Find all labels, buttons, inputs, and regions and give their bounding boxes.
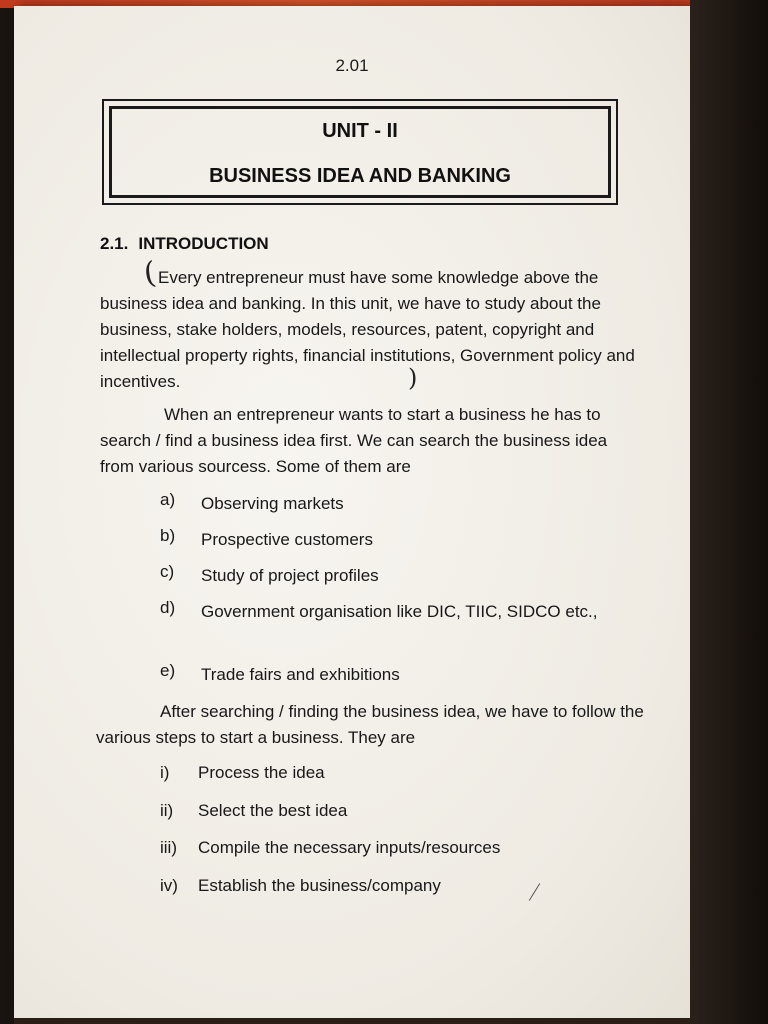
list-item: [160, 490, 641, 526]
list-item-text: Prospective customers: [201, 530, 373, 549]
handwritten-close-bracket: ): [408, 364, 418, 392]
search-paragraph: When an entrepreneur wants to start a business he has to search / find a business idea first. We can search the business idea from various sourcess. Some of them are: [100, 405, 608, 476]
list-marker: a): [160, 490, 176, 509]
unit-title-inner-border: [109, 106, 611, 198]
list-marker: iii): [160, 838, 177, 857]
list-item: [160, 763, 618, 801]
list-marker: ii): [160, 800, 174, 820]
list-item-text: Select the best idea: [198, 800, 348, 820]
list-marker: i): [160, 763, 170, 782]
list-item-text: Process the idea: [198, 763, 325, 782]
unit-title-box: [102, 99, 618, 205]
list-item: [160, 562, 641, 598]
unit-title: UNIT - II: [322, 120, 398, 142]
list-marker: c): [160, 562, 175, 581]
list-item: [160, 661, 641, 697]
section-number: 2.1.: [100, 234, 129, 253]
page-number: 2.01: [335, 56, 369, 75]
list-item-text: Establish the business/company: [198, 875, 441, 895]
list-marker: d): [160, 598, 176, 617]
list-marker: iv): [160, 875, 178, 895]
scan-edge-bottom: [14, 1018, 690, 1024]
list-item-text: Government organisation like DIC, TIIC, SIDCO etc.,: [201, 602, 598, 621]
list-item-text: Study of project profiles: [201, 566, 379, 585]
list-item: [160, 876, 618, 914]
list-item-text: Trade fairs and exhibitions: [201, 665, 400, 684]
list-item-text: Compile the necessary inputs/resources: [198, 838, 501, 857]
list-marker: b): [160, 526, 176, 545]
section-title: INTRODUCTION: [138, 234, 269, 253]
list-item-text: Observing markets: [201, 494, 344, 513]
list-item: [160, 801, 618, 839]
list-item: [160, 526, 641, 562]
unit-subtitle: BUSINESS IDEA AND BANKING: [209, 165, 511, 187]
handwritten-open-bracket: (: [141, 255, 159, 292]
book-page: [14, 6, 690, 1018]
intro-paragraph: Every entrepreneur must have some knowledge above the business idea and banking. In this unit, we have to study about the business, stake holders, models, resources, patent, copyright and intellectual property rights, financial institutions, Government policy and incentives.: [100, 268, 635, 391]
list-item: [160, 838, 618, 876]
section-heading: [100, 234, 269, 254]
list-marker: e): [160, 661, 176, 680]
scan-background-edge: [690, 0, 768, 1024]
list-item: [160, 598, 641, 661]
steps-paragraph: After searching / finding the business idea, we have to follow the various steps to start a business. They are: [96, 702, 644, 747]
idea-sources-list: [160, 490, 641, 697]
business-steps-list: [160, 763, 618, 913]
